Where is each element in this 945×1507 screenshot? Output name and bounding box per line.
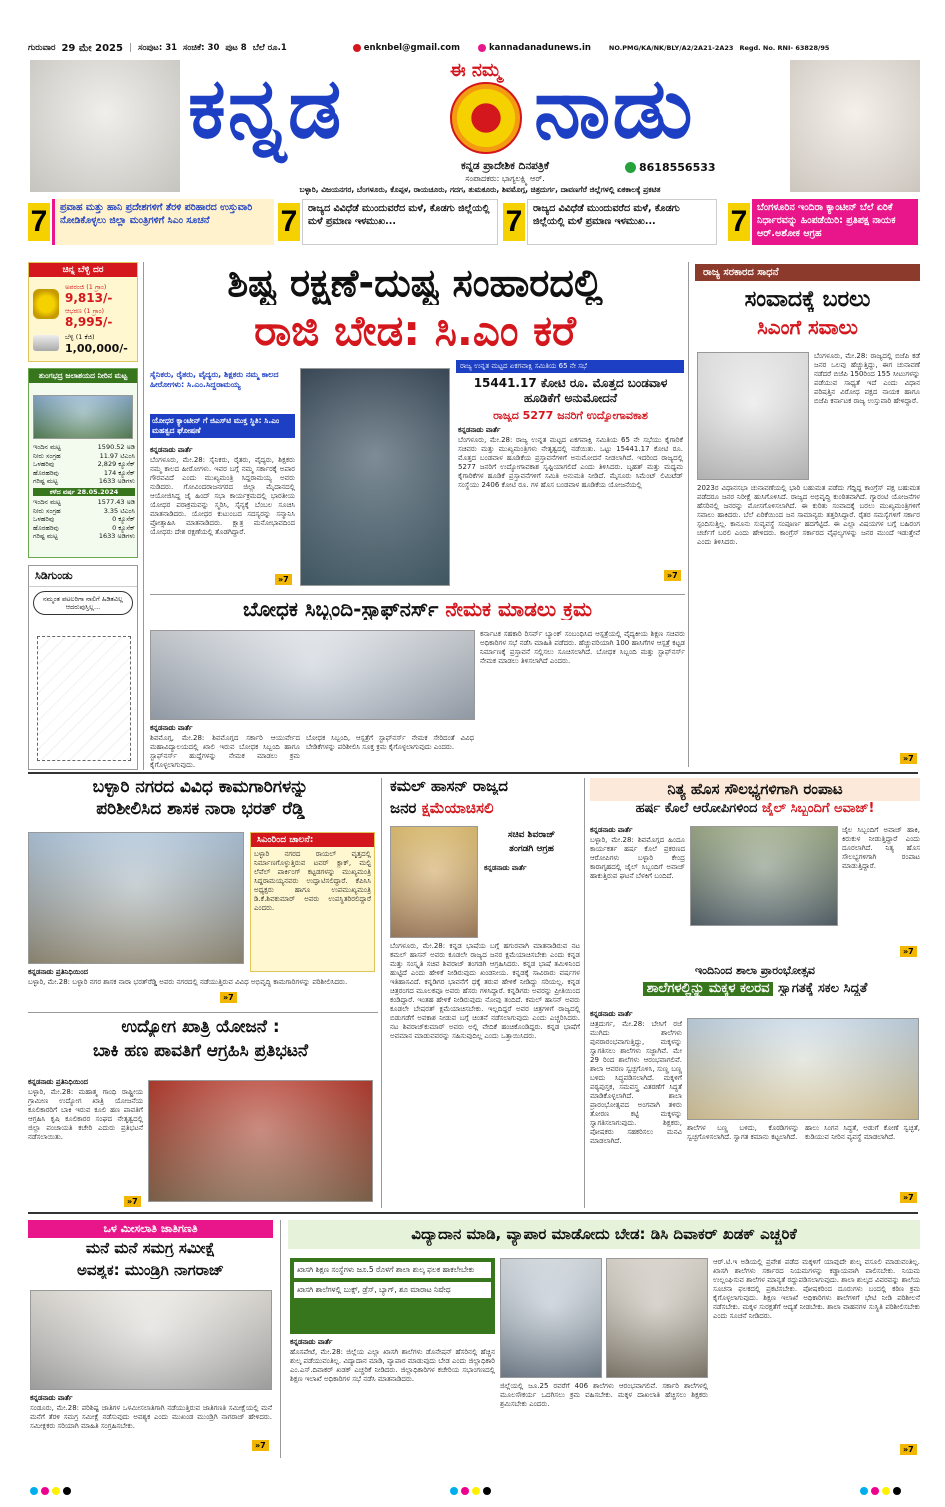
gold-row1-label: ಅಪರಂಜಿ (1 ಗ್ರಾಂ) (65, 283, 107, 291)
registration-marks-left (30, 1480, 74, 1499)
gold-row2-label: ಆಭರಣ (1 ಗ್ರಾಂ) (65, 307, 105, 315)
dam-level-box (28, 368, 138, 558)
kamal-headline-1: ಕಮಲ್ ಹಾಸನ್ ರಾಜ್ಯದ (390, 778, 508, 795)
gold-title: ಚಿನ್ನ ಬೆಳ್ಳಿ ದರ (29, 263, 137, 277)
invest-body: ಬೆಂಗಳೂರು, ಮೇ.28: ರಾಜ್ಯ ಉನ್ನತ ಮಟ್ಟದ ಏಕಗವಾಕ್ಷಿ ಸಮಿತಿಯ 65 ನೇ ಸಭೆಯು ಕೈಗಾರಿಕೆ ಸಚಿವರು ಮತ್ತು ಮುಖ್ಯಮಂತ್ರಿಗಳು ನೇತೃತ್ವದಲ್ಲಿ ನಡೆಯಿತು. ಒಟ್ಟು 15441.17 ಕೋಟಿ ರೂ. ಮೊತ್ತದ ಬಂಡವಾಳ ಹೂಡಿಕೆಯ ಪ್ರಸ್ತಾವನೆಗಳಿಗೆ ಅನುಮೋದನೆ ನೀಡಲಾಗಿದೆ. ಇದರಿಂದ ರಾಜ್ಯದಲ್ಲಿ 5277 ಜನರಿಗೆ ಉದ್ಯೋಗಾವಕಾಶ ಸೃಷ್ಟಿಯಾಗಲಿದೆ ಎಂದು ತಿಳಿಸಿದರು. ಬೃಹತ್ ಮತ್ತು ಮಧ್ಯಮ ಕೈಗಾರಿಕೆಗಳ ಹೂಡಿಕೆ ಪ್ರಸ್ತಾವನೆಗಳಿಗೆ ಸಮಿತಿ ಅನುಮತಿ ನೀಡಿದೆ. ಮೈಸೂರು ಸಿಮೆಂಟ್ ಲಿಮಿಟೆಡ್ ಸಂಸ್ಥೆಯು 2406 ಕೋಟಿ ರೂ. ಗಳ ಹೊಸ ಬಂಡವಾಳ ಹೂಡಿಕೆಯ ಯೋಜನೆಯಲ್ಲಿ (458, 436, 683, 489)
title-small: ಈ ನಮ್ಮ (450, 60, 502, 81)
title-right: ನಾಡು (534, 59, 695, 157)
opinion-body-2: 2023ರ ವಿಧಾನಸಭಾ ಚುನಾವಣೆಯಲ್ಲಿ ಭಾರಿ ಬಹುಮತ ಪಡೆದು ಗೆದ್ದಿದ್ದ ಕಾಂಗ್ರೆಸ್ ಪಕ್ಷ ಬಹುಮತ ಪಡೆದರೂ ಜನರ ನಿರೀಕ್ಷೆ ಹುಸಿಗೊಳಿಸಿದೆ. ರಾಜ್ಯದ ಅಭಿವೃದ್ಧಿ ಕುಂಠಿತವಾಗಿದೆ. ಗ್ಯಾರಂಟಿ ಯೋಜನೆಗಳ ಹೆಸರಿನಲ್ಲಿ ಜನರನ್ನು ಮೋಸಗೊಳಿಸಲಾಗಿದೆ. ಈ ಕುರಿತು ಸಂವಾದಕ್ಕೆ ಬರಲು ಮುಖ್ಯಮಂತ್ರಿಗಳಿಗೆ ಸವಾಲು ಹಾಕಿದರು. ಬೆಲೆ ಏರಿಕೆಯಿಂದ ಜನ ಸಾಮಾನ್ಯರು ತತ್ತರಿಸಿದ್ದಾರೆ. ರೈತರ ಸಮಸ್ಯೆಗಳಿಗೆ ಸರ್ಕಾರ ಸ್ಪಂದಿಸುತ್ತಿಲ್ಲ. ಕಾನೂನು ಸುವ್ಯವಸ್ಥೆ ಸಂಪೂರ್ಣ ಹದಗೆಟ್ಟಿದೆ. ಈ ಎಲ್ಲಾ ವಿಷಯಗಳ ಬಗ್ಗೆ ಬಹಿರಂಗ ಚರ್ಚೆಗೆ ಬರಲಿ ಎಂದು ಹೇಳಿದರು. ಕಾಂಗ್ರೆಸ್ ಸರ್ಕಾರದ ವೈಫಲ್ಯಗಳನ್ನು ಜನರ ಮುಂದೆ ಇಡುತ್ತೇವೆ ಎಂದು ತಿಳಿಸಿದರು. (697, 484, 920, 546)
editor-line: ಸಂಪಾದಕರು: ಭಾಗ್ಯಲಕ್ಷ್ಮಿ ಆರ್. (465, 174, 545, 183)
lead-headline-2: ರಾಜಿ ಬೇಡ: ಸಿ.ಎಂ ಕರೆ (254, 308, 576, 355)
nrega-headline-1: ಉದ್ಯೋಗ ಖಾತ್ರಿ ಯೋಜನೆ : (121, 1018, 280, 1037)
teaser-1[interactable]: ಪ್ರವಾಹ ಮತ್ತು ಹಾನಿ ಪ್ರದೇಶಗಳಿಗೆ ತೆರಳಿ ಪರಿಹಾರದ ಉಸ್ತುವಾರಿ ನೋಡಿಕೊಳ್ಳಲು ಜಿಲ್ಲಾ ಮಂತ್ರಿಗಳಿಗೆ ಸಿಎಂ ಸೂಚನೆ (52, 199, 274, 245)
registration-marks-center (450, 1480, 494, 1499)
opinion-label: ರಾಜ್ಯ ಸರಕಾರದ ಸಾಧನೆ (695, 264, 920, 281)
dc-body-3: ಆರ್.ಟಿ.ಇ ಅಡಿಯಲ್ಲಿ ಪ್ರವೇಶ ಪಡೆದ ಮಕ್ಕಳಿಗೆ ಯಾವುದೇ ಶುಲ್ಕ ವಸೂಲಿ ಮಾಡುವಂತಿಲ್ಲ. ಖಾಸಗಿ ಶಾಲೆಗಳು ಸರ್ಕಾರದ ನಿಯಮಗಳನ್ನು ಕಡ್ಡಾಯವಾಗಿ ಪಾಲಿಸಬೇಕು. ನಿಯಮ ಉಲ್ಲಂಘಿಸುವ ಶಾಲೆಗಳ ಮಾನ್ಯತೆ ರದ್ದುಪಡಿಸಲಾಗುವುದು. ಶಾಲಾ ಶುಲ್ಕದ ವಿವರವನ್ನು ಶಾಲೆಯ ಸೂಚನಾ ಫಲಕದಲ್ಲಿ ಪ್ರಕಟಿಸಬೇಕು. ಪೋಷಕರಿಂದ ದೂರುಗಳು ಬಂದಲ್ಲಿ ಕಠಿಣ ಕ್ರಮ ಕೈಗೊಳ್ಳಲಾಗುವುದು. ಶಿಕ್ಷಣ ಇಲಾಖೆ ಅಧಿಕಾರಿಗಳು ಶಾಲೆಗಳಿಗೆ ಭೇಟಿ ನೀಡಿ ಪರಿಶೀಲನೆ ನಡೆಸಬೇಕು. ಮಕ್ಕಳ ಸುರಕ್ಷತೆಗೆ ಆದ್ಯತೆ ನೀಡಬೇಕು. ಶಾಲಾ ವಾಹನಗಳ ಸುಸ್ಥಿತಿ ಪರಿಶೀಲಿಸಬೇಕು ಎಂದು ಸೂಚನೆ ನೀಡಿದರು. (713, 1258, 920, 1320)
postal-regn: NO.PMG/KA/NK/BLY/A2/2A21-2A23 (608, 44, 734, 52)
teachers-body-left: ಶಿವಮೊಗ್ಗ, ಮೇ.28: ಶಿವಮೊಗ್ಗದ ಸರ್ಕಾರಿ ಆಯುರ್ವೇದ ಮಹಾವಿದ್ಯಾಲಯದಲ್ಲಿ ಖಾಲಿ ಇರುವ ಬೋಧಕ ಸಿಬ್ಬಂದಿ ಹಾಗೂ ಸ್ಟಾಫ್‌ನರ್ಸ್ ಹುದ್ದೆಗಳನ್ನು ನೇಮಕ ಮಾಡಲು ಕ್ರಮ ಕೈಗೊಳ್ಳಲಾಗುವುದು. (150, 734, 300, 769)
teaser-page-icon: 7 (728, 203, 750, 241)
dc-box-point-2: ಖಾಸಗಿ ಶಾಲೆಗಳಲ್ಲಿ ಬುಕ್ಸ್, ಡ್ರೆಸ್, ಬ್ಯಾಗ್, ಶೂ ಮಾರಾಟ ನಿಷೇಧ (294, 1282, 491, 1298)
continue-link[interactable]: »7 (124, 1196, 141, 1207)
teaser-2[interactable]: ರಾಜ್ಯದ ವಿವಿಧೆಡೆ ಮುಂದುವರೆದ ಮಳೆ, ಕೊಡಗು ಜಿಲ್ಲೆಯಲ್ಲಿ ಮಳೆ ಪ್ರಮಾಣ ಇಳಮುಖ... (302, 199, 498, 245)
invest-headline: 15441.17 ಕೋಟಿ ರೂ. ಮೊತ್ತದ ಬಂಡವಾಳ ಹೂಡಿಕೆಗೆ ಅನುಮೋದನೆ (473, 376, 668, 405)
cartoon-title: ಸಿಡಿಗುಂಡು (29, 566, 137, 587)
teachers-body-right: ಕರ್ನಾಟಕ ಸಹಕಾರಿ ರಿಸರ್ವ್ ಬ್ಯಾಂಕ್ ಸಂಬಂಧಿಸಿದ ಆಸ್ಪತ್ರೆಯಲ್ಲಿ ವೈದ್ಯಕೀಯ ಶಿಕ್ಷಣ ಸಚಿವರು ಅಧಿಕಾರಿಗಳ ಸಭೆ ನಡೆಸಿ ಮಾಹಿತಿ ಪಡೆದರು. ಹೆಚ್ಚುವರಿಯಾಗಿ 100 ಹಾಸಿಗೆಗಳ ಆಸ್ಪತ್ರೆ ಕಟ್ಟಡ ನಿರ್ಮಾಣಕ್ಕೆ ಪ್ರಸ್ತಾವನೆ ಸಲ್ಲಿಸಲು ಸೂಚಿಸಲಾಗಿದೆ. ಬೋಧಕ ಸಿಬ್ಬಂದಿ ಮತ್ತು ಸ್ಟಾಫ್‌ನರ್ಸ್ ನೇಮಕ ಮಾಡಲು ತಿಳಿಸಲಾಗಿದೆ ಎಂದರು. (480, 630, 685, 665)
dam-photo (33, 395, 133, 439)
dc-photo-1 (500, 1258, 602, 1378)
continue-link[interactable]: »7 (900, 1192, 917, 1203)
tagline: ಕನ್ನಡ ಪ್ರಾದೇಶಿಕ ದಿನಪತ್ರಿಕೆ (460, 160, 550, 172)
census-headline-1: ಮನೆ ಮನೆ ಸಮಗ್ರ ಸಮೀಕ್ಷೆ (85, 1240, 216, 1257)
nrega-body: ಬಳ್ಳಾರಿ, ಮೇ.28: ಮಹಾತ್ಮ ಗಾಂಧಿ ರಾಷ್ಟ್ರೀಯ ಗ್ರಾಮೀಣ ಉದ್ಯೋಗ ಖಾತ್ರಿ ಯೋಜನೆಯ ಕೂಲಿಕಾರರಿಗೆ ಬಾಕಿ ಇರುವ ಕೂಲಿ ಹಣ ಪಾವತಿಗೆ ಆಗ್ರಹಿಸಿ ಕೃಷಿ ಕೂಲಿಕಾರರ ಸಂಘದ ನೇತೃತ್ವದಲ್ಲಿ ಜಿಲ್ಲಾ ಪಂಚಾಯತಿ ಕಚೇರಿ ಎದುರು ಪ್ರತಿಭಟನೆ ನಡೆಸಲಾಯಿತು. (28, 1088, 143, 1141)
census-byline: ಕನ್ನಡನಾಡು ವಾರ್ತೆ (30, 1394, 73, 1402)
teaser-strip (28, 199, 918, 245)
lead-headline-1: ಶಿಷ್ಟ ರಕ್ಷಣೆ-ದುಷ್ಟ ಸಂಹಾರದಲ್ಲಿ (227, 263, 603, 305)
silver-bar-icon (33, 335, 59, 351)
kamal-headline-2: ಜನರ ಕ್ಷಮೆಯಾಚಿಸಲಿ (390, 800, 494, 817)
districts-strip: ಬಳ್ಳಾರಿ, ವಿಜಯನಗರ, ಬೆಂಗಳೂರು, ಕೊಪ್ಪಳ, ರಾಯಚೂರು, ಗದಗ, ತುಮಕೂರು, ಶಿವಮೊಗ್ಗ, ಚಿತ್ರದುರ್ಗ, ದಾವಣಗೆರೆ ಜಿಲ್ಲೆಗಳಲ್ಲಿ ಏಕಕಾಲಕ್ಕೆ ಪ್ರಕಟಿತ (299, 185, 661, 194)
lead-photo-cm (300, 368, 450, 586)
kamal-name: ತಂಗಡಗಿ ಆಗ್ರಹ (509, 844, 554, 854)
opinion-headline-2: ಸಿಎಂಗೆ ಸವಾಲು (757, 316, 858, 338)
volume: ಸಂಪುಟ: 31 (138, 43, 178, 53)
top-bar: ಗುರುವಾರ 29 ಮೇ 2025 | ಸಂಪುಟ: 31 ಸಂಚಿಕೆ: 30 ಪುಟ 8 ಬೆಲೆ ರೂ.1 enknbel@gmail.com kannadanadunews.in NO.PMG/KA/NK/BLY/A2/2A21-2A23 Regd. No. RNI- 63828/95 (28, 42, 830, 54)
school-body-3: ಹಾಲು ಸಿಂಗನ ಸಿದ್ಧತೆ, ಅಡುಗೆ ಕೋಣೆ ಸ್ವಚ್ಛತೆ, ಕುಡಿಯುವ ನೀರಿನ ವ್ಯವಸ್ಥೆ ಮಾಡಲಾಗಿದೆ. (805, 1124, 920, 1141)
dc-headline: ವಿದ್ಯಾದಾನ ಮಾಡಿ, ವ್ಯಾಪಾರ ಮಾಡೋದು ಬೇಡ: ಡಿಸಿ ದಿವಾಕರ್ ಖಡಕ್ ಎಚ್ಚರಿಕೆ (288, 1220, 920, 1249)
rni-regn: Regd. No. RNI- 63828/95 (739, 44, 830, 52)
jail-body: ಬಳ್ಳಾರಿ, ಮೇ.28: ಶಿವಮೊಗ್ಗದ ಹಿಂದೂ ಕಾರ್ಯಕರ್ತ ಹರ್ಷ ಕೊಲೆ ಪ್ರಕರಣದ ಆರೋಪಿಗಳು ಬಳ್ಳಾರಿ ಕೇಂದ್ರ ಕಾರಾಗೃಹದಲ್ಲಿ ಜೈಲ್ ಸಿಬ್ಬಂದಿಗೆ ಅವಾಜ್ ಹಾಕುತ್ತಿರುವ ಘಟನೆ ಬೆಳಕಿಗೆ ಬಂದಿದೆ. (590, 836, 685, 880)
jail-headline-1: ನಿತ್ಯ ಹೊಸ ಸೌಲಭ್ಯಗಳಿಗಾಗಿ ರಂಪಾಟ (590, 778, 920, 801)
opinion-photo (697, 352, 809, 480)
issue-number: ಸಂಚಿಕೆ: 30 (183, 43, 220, 53)
dam-row: ಇಂದಿನ ಮಟ್ಟ 1590.52 ಅಡಿ (33, 443, 135, 451)
masthead-title (188, 58, 788, 158)
teachers-body-mid: ಬೋಧಕ ಸಿಬ್ಬಂದಿ, ಆಸ್ಪತ್ರೆಗೆ ಸ್ಟಾಫ್‌ನರ್ಸ್ ನೇಮಕ ಸೇರಿದಂತೆ ವಿವಿಧ ಬೇಡಿಕೆಗಳನ್ನು ಪರಿಶೀಲಿಸಿ ಸೂಕ್ತ ಕ್ರಮ ಕೈಗೊಳ್ಳಲಾಗುವುದು ಎಂದರು. (306, 734, 474, 751)
continue-link[interactable]: »7 (220, 992, 237, 1003)
bellary-byline: ಕನ್ನಡನಾಡು ಪ್ರತಿನಿಧಿಯಿಂದ (28, 968, 88, 976)
dc-box-point-1: ಖಾಸಗಿ ಶಿಕ್ಷಣ ಸಂಸ್ಥೆಗಳು ಜೂ.5 ರೊಳಗೆ ಶಾಲಾ ಶುಲ್ಕ ಫಲಕ ಹಾಕಲೇಬೇಕು (294, 1262, 491, 1278)
bellary-box-title: ಸಿಎಂರಿಂದ ಚಾಲನೆ: (251, 833, 374, 847)
dc-body: ಹೊಸಪೇಟೆ, ಮೇ.28: ಜಿಲ್ಲೆಯ ಎಲ್ಲಾ ಖಾಸಗಿ ಶಾಲೆಗಳು ಡೊನೇಷನ್ ಹೆಸರಿನಲ್ಲಿ ಹೆಚ್ಚಿನ ಶುಲ್ಕ ಪಡೆಯುವಂತಿಲ್ಲ. ವಿದ್ಯಾದಾನ ಮಾಡಿ, ವ್ಯಾಪಾರ ಮಾಡುವುದು ಬೇಡ ಎಂದು ಜಿಲ್ಲಾಧಿಕಾರಿ ಎಂ.ಎಸ್.ದಿವಾಕರ್ ಖಡಕ್ ಎಚ್ಚರಿಕೆ ನೀಡಿದರು. ಜಿಲ್ಲಾಧಿಕಾರಿಗಳ ಕಚೇರಿಯ ಸಭಾಂಗಣದಲ್ಲಿ ಶಿಕ್ಷಣ ಇಲಾಖೆ ಅಧಿಕಾರಿಗಳ ಸಭೆ ನಡೆಸಿ ಮಾತನಾಡಿದರು. (290, 1348, 495, 1383)
invest-subhead: ರಾಜ್ಯದ 5277 ಜನರಿಗೆ ಉದ್ಯೋಗಾವಕಾಶ (493, 410, 648, 422)
jail-headline-2: ಹರ್ಷ ಕೊಲೆ ಆರೋಪಿಗಳಿಂದ ಜೈಲ್ ಸಿಬ್ಬಂದಿಗೆ ಅವಾಜ್! (635, 802, 875, 816)
globe-icon (478, 44, 486, 52)
silver-value: 1,00,000/- (65, 342, 128, 355)
minister-portrait (790, 60, 920, 192)
school-byline: ಕನ್ನಡನಾಡು ವಾರ್ತೆ (590, 1010, 633, 1018)
jail-byline: ಕನ್ನಡನಾಡು ವಾರ್ತೆ (590, 826, 633, 834)
teachers-headline: ಬೋಧಕ ಸಿಬ್ಬಂದಿ-ಸ್ಟಾಫ್‌ನರ್ಸ್ ನೇಮಕ ಮಾಡಲು ಕ್ರಮ (243, 598, 592, 620)
silver-label: ಬೆಳ್ಳಿ (1 ಕೆಜಿ) (65, 333, 95, 341)
school-body: ಚಿತ್ರದುರ್ಗ, ಮೇ.28: ಬೇಸಿಗೆ ರಜೆ ಮುಗಿದು ಶಾಲೆಗಳು ಪುನರಾರಂಭವಾಗುತ್ತಿದ್ದು, ಮಕ್ಕಳನ್ನು ಸ್ವಾಗತಿಸಲು ಶಾಲೆಗಳು ಸಜ್ಜಾಗಿವೆ. ಮೇ 29 ರಿಂದ ಶಾಲೆಗಳು ಆರಂಭವಾಗಲಿವೆ. ಶಾಲಾ ಆವರಣ ಸ್ವಚ್ಛಗೊಳಿಸಿ, ಸುಣ್ಣ ಬಣ್ಣ ಬಳಿದು ಸಿದ್ಧಪಡಿಸಲಾಗಿದೆ. ಮಕ್ಕಳಿಗೆ ಪಠ್ಯಪುಸ್ತಕ, ಸಮವಸ್ತ್ರ ವಿತರಣೆಗೆ ಸಿದ್ಧತೆ ಮಾಡಿಕೊಳ್ಳಲಾಗಿದೆ. ಶಾಲಾ ಪ್ರಾರಂಭೋತ್ಸವದ ಅಂಗವಾಗಿ ತಳಿರು ತೋರಣ ಕಟ್ಟಿ ಮಕ್ಕಳನ್ನು ಸ್ವಾಗತಿಸಲಾಗುವುದು. ಶಿಕ್ಷಕರು, ಪೋಷಕರು ಸಹಕರಿಸಲು ಮನವಿ ಮಾಡಲಾಗಿದೆ. (590, 1020, 682, 1145)
bellary-headline-1: ಬಳ್ಳಾರಿ ನಗರದ ವಿವಿಧ ಕಾಮಗಾರಿಗಳನ್ನು (92, 778, 309, 797)
continue-link[interactable]: »7 (900, 946, 917, 957)
dam-row: ನೀರು ಸಂಗ್ರಹ 3.35 ಟಿಎಂಸಿ (33, 506, 135, 515)
gold-row2-value: 8,995/- (65, 315, 113, 329)
price: ಬೆಲೆ ರೂ.1 (252, 43, 287, 53)
jail-photo (690, 826, 838, 926)
dam-row: ನೀರು ಸಂಗ್ರಹ 11.97 ಟಿಎಂಸಿ (33, 451, 135, 460)
cartoon-caption: ನಮ್ಮಂತ ಪಟಲರಿಗಾ ನಾಲಿಗೆ ಹಿಡಿತವಿಲ್ಲ ಆದರುಪುಸ್ತಿಲ್ಲ... (33, 591, 133, 615)
kamal-name-role: ಸಚಿವ ಶಿವರಾಜ್ (507, 830, 556, 840)
dc-byline: ಕನ್ನಡನಾಡು ವಾರ್ತೆ (290, 1338, 333, 1346)
phone: 8618556533 (625, 161, 716, 174)
lead-byline: ಕನ್ನಡನಾಡು ವಾರ್ತೆ (150, 446, 193, 454)
school-body-2: ಶಾಲೆಗಳ ಬಣ್ಣ ಬಳಿದು, ಕೊಠಡಿಗಳನ್ನು ಸ್ವಚ್ಛಗೊಳಿಸಲಾಗಿದೆ. ಸ್ವಾಗತ ಕಮಾನು ಕಟ್ಟಲಾಗಿದೆ. (687, 1124, 799, 1141)
teachers-byline: ಕನ್ನಡನಾಡು ವಾರ್ತೆ (150, 724, 193, 732)
issue-day: ಗುರುವಾರ (28, 43, 56, 53)
dam-row: ಗರಿಷ್ಟ ಮಟ್ಟ 1633 ಅಡಿಗಳು (33, 532, 135, 540)
website-link[interactable]: kannadanadunews.in (478, 43, 591, 53)
school-photo (687, 1018, 919, 1120)
continue-link[interactable]: »7 (900, 753, 917, 764)
teaser-3[interactable]: ರಾಜ್ಯದ ವಿವಿಧೆಡೆ ಮುಂದುವರೆದ ಮಳೆ, ಕೊಡಗು ಜಿಲ್ಲೆಯಲ್ಲಿ ಮಳೆ ಪ್ರಮಾಣ ಇಳಮುಖ... (527, 199, 717, 245)
continue-link[interactable]: »7 (252, 1440, 269, 1451)
dam-last-year: ಕಳೆದ ವರ್ಷ 28.05.2024 (33, 488, 135, 497)
gold-row1-value: 9,813/- (65, 291, 113, 305)
dam-row: ಒಳಹರಿವು 0 ಕ್ಯೂಸೆಕ್ (33, 515, 135, 523)
census-kicker: ಒಳ ಮೀಸಲಾತಿ ಜಾತಿಗಣತಿ (28, 1220, 273, 1238)
issue-date: 29 ಮೇ 2025 (61, 42, 123, 54)
bellary-body: ಬಳ್ಳಾರಿ, ಮೇ.28: ಬಳ್ಳಾರಿ ನಗರ ಶಾಸಕ ನಾರಾ ಭರತ್‌ರೆಡ್ಡಿ ಅವರು ನಗರದಲ್ಲಿ ನಡೆಯುತ್ತಿರುವ ವಿವಿಧ ಅಭಿವೃದ್ಧಿ ಕಾಮಗಾರಿಗಳನ್ನು ಪರಿಶೀಲಿಸಿದರು. (28, 978, 348, 986)
nrega-protest-photo (148, 1080, 373, 1202)
continue-link[interactable]: »7 (664, 570, 681, 581)
gold-rates-box (28, 262, 138, 362)
bellary-headline-2: ಪರಿಶೀಲಿಸಿದ ಶಾಸಕ ನಾರಾ ಭರತ್ ರೆಡ್ಡಿ (96, 800, 305, 819)
dc-body-2: ಜಿಲ್ಲೆಯಲ್ಲಿ ಜೂ.25 ರವರೆಗೆ 406 ಶಾಲೆಗಳು ಆರಂಭವಾಗಲಿವೆ. ಸರ್ಕಾರಿ ಶಾಲೆಗಳಲ್ಲಿ ಮೂಲಸೌಕರ್ಯ ಒದಗಿಸಲು ಕ್ರಮ ವಹಿಸಬೇಕು. ಮಕ್ಕಳ ದಾಖಲಾತಿ ಹೆಚ್ಚಿಸಲು ಶಿಕ್ಷಕರು ಶ್ರಮಿಸಬೇಕು ಎಂದರು. (500, 1382, 708, 1408)
census-headline-2: ಅವಶ್ಯಕ: ಮುಂಡ್ರಿಗಿ ನಾಗರಾಜ್ (77, 1262, 224, 1279)
dam-row: ಗರಿಷ್ಟ ಮಟ್ಟ 1633 ಅಡಿಗಳು (33, 477, 135, 485)
dam-row: ಹೊರಹರಿವು 0 ಕ್ಯೂಸೆಕ್ (33, 523, 135, 532)
bellary-box-body: ಬಳ್ಳಾರಿ ನಗರದ ರಾಯಲ್ ವೃತ್ತದಲ್ಲಿ ನಿರ್ಮಾಣಗೊಳ್ಳುತ್ತಿರುವ ಟವರ್ ಕ್ಲಾಕ್, ಮಲ್ಟಿ ಲೆವೆಲ್ ಪಾರ್ಕಿಂಗ್ ಕಟ್ಟಡಗಳನ್ನು ಮುಖ್ಯಮಂತ್ರಿ ಸಿದ್ದರಾಮಯ್ಯನವರು ಉದ್ಘಾಟಿಸಲಿದ್ದಾರೆ. ಕೆಪಿಸಿಸಿ ಅಧ್ಯಕ್ಷರು ಹಾಗೂ ಉಪಮುಖ್ಯಮಂತ್ರಿ ಡಿ.ಕೆ.ಶಿವಕುಮಾರ್ ಅವರು ಉಪಸ್ಥಿತರಿರಲಿದ್ದಾರೆ ಎಂದರು. (254, 850, 371, 912)
title-left: ಕನ್ನಡ (188, 59, 344, 157)
kamal-body: ಬೆಂಗಳೂರು, ಮೇ.28: ಕನ್ನಡ ಭಾಷೆಯ ಬಗ್ಗೆ ಹಗುರವಾಗಿ ಮಾತನಾಡಿರುವ ನಟ ಕಮಲ್ ಹಾಸನ್ ಅವರು ಕೂಡಲೇ ರಾಜ್ಯದ ಜನರ ಕ್ಷಮೆಯಾಚಿಸಬೇಕು ಎಂದು ಕನ್ನಡ ಮತ್ತು ಸಂಸ್ಕೃತಿ ಸಚಿವ ಶಿವರಾಜ್ ತಂಗಡಗಿ ಆಗ್ರಹಿಸಿದರು. ಕನ್ನಡ ಭಾಷೆ ತಮಿಳಿನಿಂದ ಹುಟ್ಟಿದೆ ಎಂದು ಹೇಳಿಕೆ ನೀಡಿರುವುದು ಖಂಡನೀಯ. ಕನ್ನಡಕ್ಕೆ ಸಾವಿರಾರು ವರ್ಷಗಳ ಇತಿಹಾಸವಿದೆ. ಕನ್ನಡಿಗರ ಭಾವನೆಗೆ ಧಕ್ಕೆ ತರುವ ಹೇಳಿಕೆ ನೀಡಿದ್ದು ಸರಿಯಲ್ಲ. ಕನ್ನಡ ಚಿತ್ರರಂಗದ ಮೂಲಕವೂ ಅವರು ಹೆಸರು ಗಳಿಸಿದ್ದಾರೆ. ಕನ್ನಡಿಗರು ಅವರನ್ನು ಪ್ರೀತಿಯಿಂದ ಕಂಡಿದ್ದಾರೆ. ಇಂತಹ ಹೇಳಿಕೆ ನೀಡಿರುವುದು ನೋವು ತಂದಿದೆ. ಕಮಲ್ ಹಾಸನ್ ಅವರು ಕೂಡಲೇ ಬೇಷರತ್ ಕ್ಷಮೆಯಾಚಿಸಬೇಕು. ಇಲ್ಲದಿದ್ದರೆ ಅವರ ಚಿತ್ರಗಳಿಗೆ ರಾಜ್ಯದಲ್ಲಿ ಬಿಡುಗಡೆಗೆ ಅವಕಾಶ ನೀಡುವ ಬಗ್ಗೆ ಚಿಂತನೆ ನಡೆಸಲಾಗುವುದು ಎಂದು ಎಚ್ಚರಿಸಿದರು. ನಟ ಶಿವರಾಜ್‌ಕುಮಾರ್ ಅವರು ಅಲ್ಲಿ ವೇದಿಕೆ ಹಂಚಿಕೊಂಡಿದ್ದರು. ಕನ್ನಡ ಭಾಷೆಗೆ ಅವಮಾನ ಮಾಡುವವರನ್ನು ಸಹಿಸುವುದಿಲ್ಲ ಎಂದು ಒತ್ತಾಯಿಸಿದರು. (390, 942, 580, 1040)
jail-body-2: ಜೈಲ ಸಿಬ್ಬಂದಿಗೆ ಅವಾಜ್ ಹಾಕಿ, ಕಿರುಕುಳ ನೀಡುತ್ತಿದ್ದಾರೆ ಎಂದು ದೂರಲಾಗಿದೆ. ನಿತ್ಯ ಹೊಸ ಸೌಲಭ್ಯಗಳಿಗಾಗಿ ರಂಪಾಟ ಮಾಡುತ್ತಿದ್ದಾರೆ. (842, 826, 920, 870)
lead-subhead: ಯೋಧರ ಕ್ಯಾಂಟೀನ್ ಗೆ ಜಿಎಸ್‌ಟಿ ಮುಕ್ತ ಸ್ಥಿತಿ: ಸಿ.ಎಂ ಮಹತ್ವದ ಘೋಷಣೆ (150, 414, 295, 438)
census-body: ಸಂಡೂರು, ಮೇ.28: ಪರಿಶಿಷ್ಟ ಜಾತಿಗಳ ಒಳಮೀಸಲಾತಿಗಾಗಿ ನಡೆಯುತ್ತಿರುವ ಜಾತಿಗಣತಿ ಸಮೀಕ್ಷೆಯಲ್ಲಿ ಮನೆ ಮನೆಗೆ ತೆರಳಿ ಸಮಗ್ರ ಸಮೀಕ್ಷೆ ನಡೆಸುವುದು ಅವಶ್ಯಕ ಎಂದು ಮುಖಂಡ ಮುಂಡ್ರಿಗಿ ನಾಗರಾಜ್ ಹೇಳಿದರು. ಸಮೀಕ್ಷಕರು ಸರಿಯಾಗಿ ಮಾಹಿತಿ ಸಂಗ್ರಹಿಸಬೇಕು. (30, 1404, 272, 1430)
teachers-photo (150, 630, 475, 720)
dc-photo-2 (606, 1258, 708, 1378)
registration-marks-right (860, 1480, 904, 1499)
dam-row: ಹೊರಹರಿವು 174 ಕ್ಯೂಸೆಕ್ (33, 468, 135, 477)
lead-quote: ಸೈನಿಕರು, ರೈತರು, ವೈದ್ಯರು, ಶಿಕ್ಷಕರು ನಮ್ಮ ಕಾಲದ ಹೀರೋಗಳು: ಸಿ.ಎಂ.ಸಿದ್ದರಾಮಯ್ಯ (150, 370, 279, 389)
dam-title: ತುಂಗಭದ್ರ ಜಲಾಶಯದ ನೀರಿನ ಮಟ್ಟ (29, 369, 137, 383)
continue-link[interactable]: »7 (275, 574, 292, 585)
kamal-byline: ಕನ್ನಡನಾಡು ವಾರ್ತೆ (484, 864, 527, 872)
nrega-byline: ಕನ್ನಡನಾಡು ಪ್ರತಿನಿಧಿಯಿಂದ (28, 1078, 88, 1086)
emblem-icon (450, 82, 522, 154)
dam-row: ಒಳಹರಿವು 2,829 ಕ್ಯೂಸೆಕ್ (33, 460, 135, 468)
email-link[interactable]: enknbel@gmail.com (353, 43, 460, 53)
teaser-page-icon: 7 (28, 203, 50, 241)
nrega-headline-2: ಬಾಕಿ ಹಣ ಪಾವತಿಗೆ ಆಗ್ರಹಿಸಿ ಪ್ರತಿಭಟನೆ (92, 1042, 309, 1061)
dam-row: ಇಂದಿನ ಮಟ್ಟ 1577.43 ಅಡಿ (33, 498, 135, 506)
mail-icon (353, 44, 361, 52)
continue-link[interactable]: »7 (900, 1444, 917, 1455)
opinion-headline-1: ಸಂವಾದಕ್ಕೆ ಬರಲು (744, 288, 871, 312)
bellary-box (250, 832, 375, 972)
opinion-body-1: ಬೆಂಗಳೂರು, ಮೇ.28: ರಾಜ್ಯದಲ್ಲಿ ಬಿಜೆಪಿ ಕಡೆ ಜನರ ಒಲವು ಹೆಚ್ಚುತ್ತಿದ್ದು, ಈಗ ಚುನಾವಣೆ ನಡೆದರೆ ಬಿಜೆಪಿ 150ರಿಂದ 155 ಸೀಟುಗಳನ್ನು ಪಡೆಯುವ ಸಾಧ್ಯತೆ ಇದೆ ಎಂದು ವಿಧಾನ ಪರಿಷತ್ತಿನ ವಿರೋಧ ಪಕ್ಷದ ನಾಯಕ ಹಾಗೂ ಬಿಜೆಪಿ ಕರ್ನಾಟಕ ರಾಜ್ಯ ಉಸ್ತುವಾರಿ ಹೇಳಿದ್ದಾರೆ. (814, 352, 920, 405)
cm-portrait (30, 60, 180, 192)
whatsapp-icon (625, 162, 636, 173)
gold-coins-icon (33, 289, 59, 319)
census-photo (30, 1290, 272, 1390)
minister-photo (390, 826, 478, 938)
invest-strip: ರಾಜ್ಯ ಉನ್ನತ ಮಟ್ಟದ ಏಕಗವಾಕ್ಷಿ ಸಮಿತಿಯ 65 ನೇ ಸಭೆ (456, 360, 684, 373)
invest-byline: ಕನ್ನಡನಾಡು ವಾರ್ತೆ (458, 426, 501, 434)
dc-box (290, 1258, 495, 1334)
bellary-photo (28, 832, 244, 964)
teaser-page-icon: 7 (278, 203, 300, 241)
cartoon-drawing (37, 636, 131, 761)
school-headline: ಶಾಲೆಗಳಲ್ಲಿನ್ನು ಮಕ್ಕಳ ಕಲರವ ಸ್ವಾಗತಕ್ಕೆ ಸಕಲ ಸಿದ್ಧತೆ (590, 982, 920, 996)
school-kicker: ಇಂದಿನಿಂದ ಶಾಲಾ ಪ್ರಾರಂಭೋತ್ಸವ (694, 964, 815, 977)
teaser-page-icon: 7 (503, 203, 525, 241)
cartoon-box (28, 565, 138, 770)
lead-body: ಬೆಂಗಳೂರು, ಮೇ.28: ಸೈನಿಕರು, ರೈತರು, ವೈದ್ಯರು, ಶಿಕ್ಷಕರು ನಮ್ಮ ಕಾಲದ ಹೀರೋಗಳು. ಇವರ ಬಗ್ಗೆ ನಮ್ಮ ಸರ್ಕಾರಕ್ಕೆ ಅಪಾರ ಗೌರವವಿದೆ ಎಂದು ಮುಖ್ಯಮಂತ್ರಿ ಸಿದ್ದರಾಮಯ್ಯ ಅವರು ನುಡಿದರು. ಗೋವಿಂದರಾಜನಗರದ ಜಿಲ್ಲಾ ಮೈದಾನದಲ್ಲಿ ಆಯೋಜಿಸಿದ್ದ ಜೈ ಹಿಂದ್ ಸಭಾ ಕಾರ್ಯಕ್ರಮದಲ್ಲಿ ಭಾರತೀಯ ಯೋಧರ ಪರಾಕ್ರಮವನ್ನು ಸ್ಮರಿಸಿ, ಸೈನ್ಯಕ್ಕೆ ಬೆಂಬಲ ಸೂಚಿಸಿ ಮಾತನಾಡಿದರು. ಯೋಧರ ಕುಟುಂಬದ ಸದಸ್ಯರನ್ನು ಸನ್ಮಾನಿಸಿ ಪ್ರೋತ್ಸಾಹಿಸಿ ಮಾತನಾಡಿದರು. ಕ್ಷಾತ್ರ ಮನೋಭಾವದಿಂದ ಯೋಧರು ದೇಶ ರಕ್ಷಣೆಯಲ್ಲಿ ತೊಡಗಿದ್ದಾರೆ. (150, 456, 295, 536)
teaser-4[interactable]: ಬೆಂಗಳೂರಿನ ಇಂದಿರಾ ಕ್ಯಾಂಟೀನ್ ಬೆಲೆ ಏರಿಕೆ ನಿರ್ಧಾರವನ್ನು ಹಿಂಪಡೆಯಿರಿ: ಪ್ರತಿಪಕ್ಷ ನಾಯಕ ಆರ್.ಅಶೋಕ ಆಗ್ರಹ (752, 199, 918, 245)
page-count: ಪುಟ 8 (225, 43, 247, 53)
